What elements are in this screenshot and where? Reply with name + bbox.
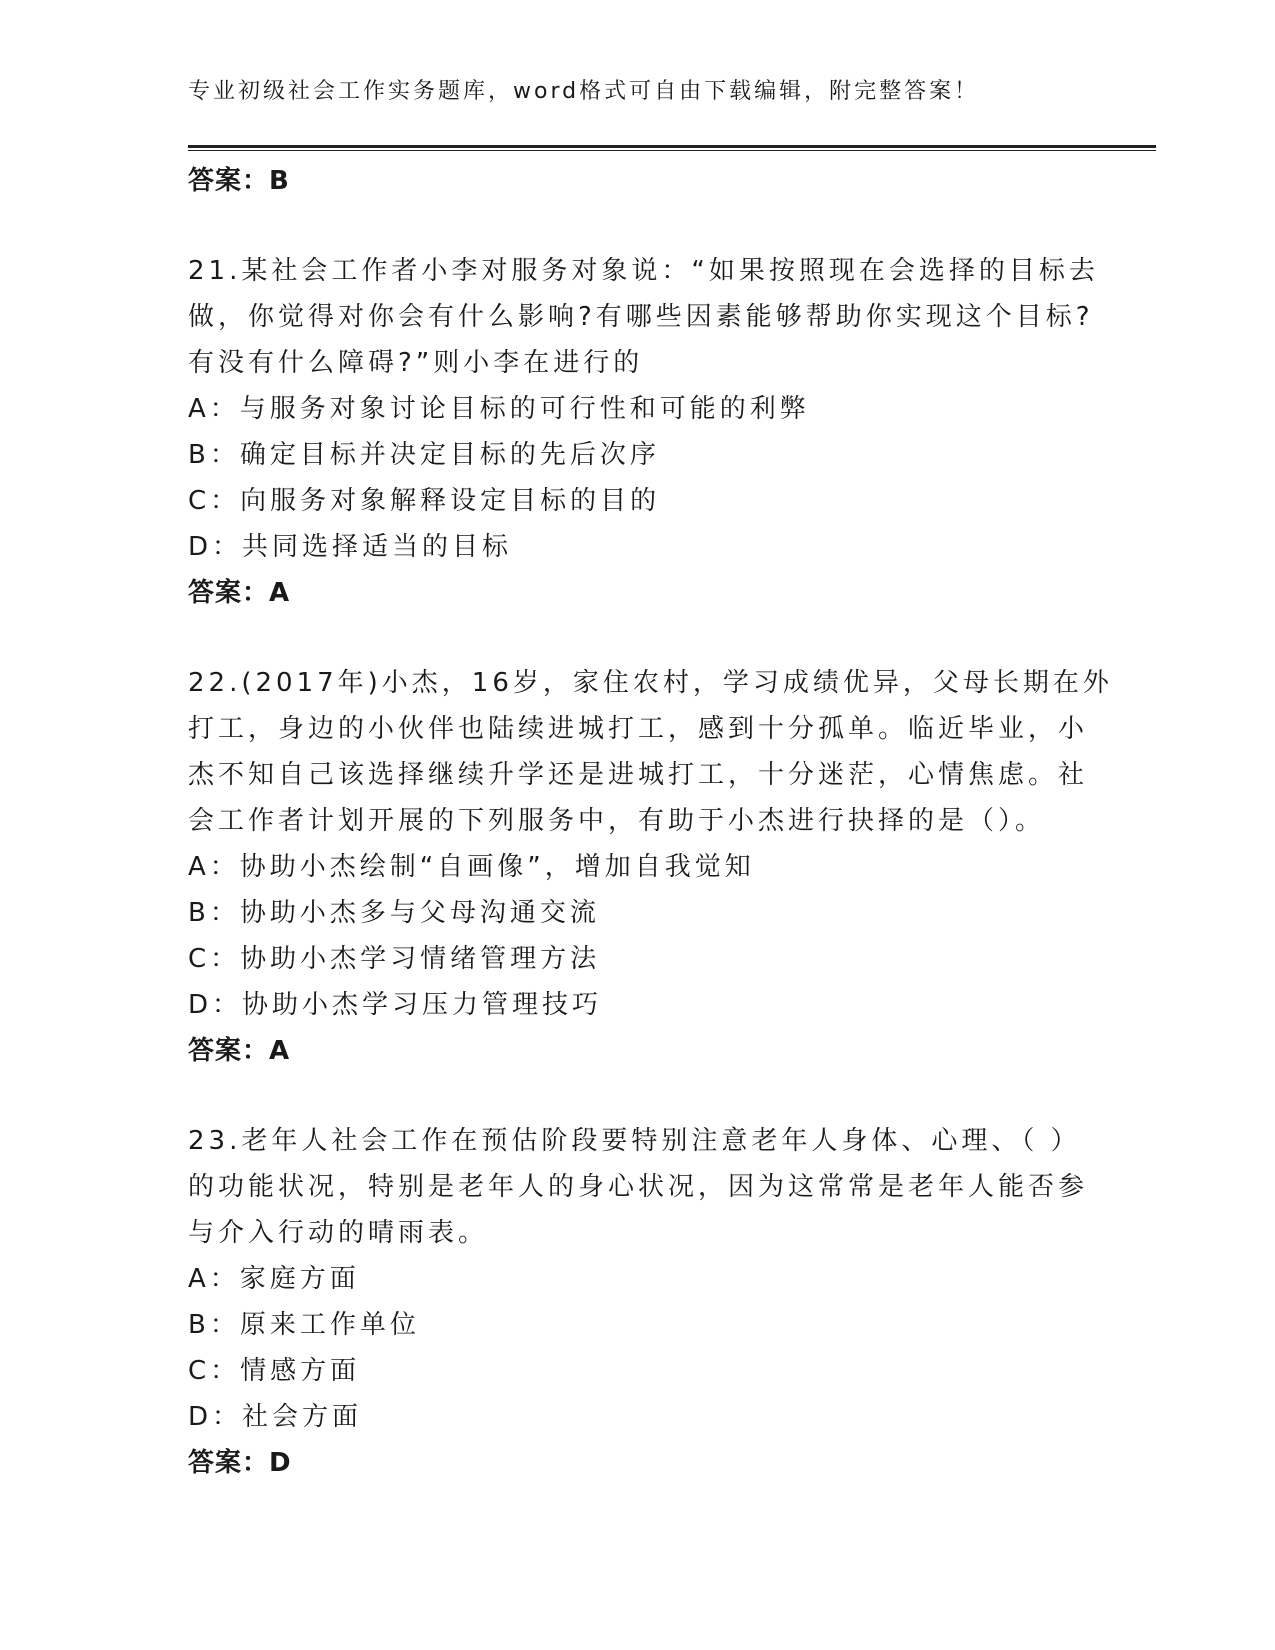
question-stem-line: 的功能状况，特别是老年人的身心状况，因为这常常是老年人能否参 [188, 1172, 1089, 1202]
question-stem-line: 与介入行动的晴雨表。 [188, 1218, 489, 1248]
option-a: A：与服务对象讨论目标的可行性和可能的利弊 [188, 394, 810, 424]
question-stem-line: 做，你觉得对你会有什么影响?有哪些因素能够帮助你实现这个目标? [188, 302, 1094, 332]
page-header: 专业初级社会工作实务题库，word格式可自由下载编辑，附完整答案！ [188, 79, 980, 104]
option-a: A：家庭方面 [188, 1264, 360, 1294]
option-a: A：协助小杰绘制“自画像”，增加自我觉知 [188, 852, 755, 882]
question-stem-line: 打工，身边的小伙伴也陆续进城打工，感到十分孤单。临近毕业，小 [188, 714, 1089, 744]
option-b: B：原来工作单位 [188, 1310, 420, 1340]
answer: 答案：A [188, 1036, 291, 1066]
option-d: D：社会方面 [188, 1402, 363, 1432]
question-23 [188, 1118, 1088, 1486]
option-c: C：情感方面 [188, 1356, 361, 1386]
question-stem-line: 有没有什么障碍?”则小李在进行的 [188, 348, 644, 378]
answer: 答案：A [188, 578, 291, 608]
question-stem-line: 杰不知自己该选择继续升学还是进城打工，十分迷茫，心情焦虑。社 [188, 760, 1089, 790]
question-content [188, 158, 1113, 1486]
question-stem-line: 23.老年人社会工作在预估阶段要特别注意老年人身体、心理、（ ） [188, 1126, 1081, 1156]
option-d: D：共同选择适当的目标 [188, 532, 513, 562]
question-22 [188, 660, 1113, 1074]
question-21 [188, 248, 1099, 616]
answer: 答案：D [188, 1448, 292, 1478]
option-c: C：向服务对象解释设定目标的目的 [188, 486, 661, 516]
option-b: B：协助小杰多与父母沟通交流 [188, 898, 600, 928]
option-c: C：协助小杰学习情绪管理方法 [188, 944, 601, 974]
header-divider [188, 145, 1156, 148]
question-stem-line: 21.某社会工作者小李对服务对象说：“如果按照现在会选择的目标去 [188, 256, 1099, 286]
question-stem-line: 22.(2017年)小杰，16岁，家住农村，学习成绩优异，父母长期在外 [188, 668, 1113, 698]
option-d: D：协助小杰学习压力管理技巧 [188, 990, 603, 1020]
question-stem-line: 会工作者计划开展的下列服务中，有助于小杰进行抉择的是（）。 [188, 806, 1046, 836]
answer-previous: 答案：B [188, 166, 290, 196]
header-divider-thin [188, 150, 1156, 151]
option-b: B：确定目标并决定目标的先后次序 [188, 440, 660, 470]
